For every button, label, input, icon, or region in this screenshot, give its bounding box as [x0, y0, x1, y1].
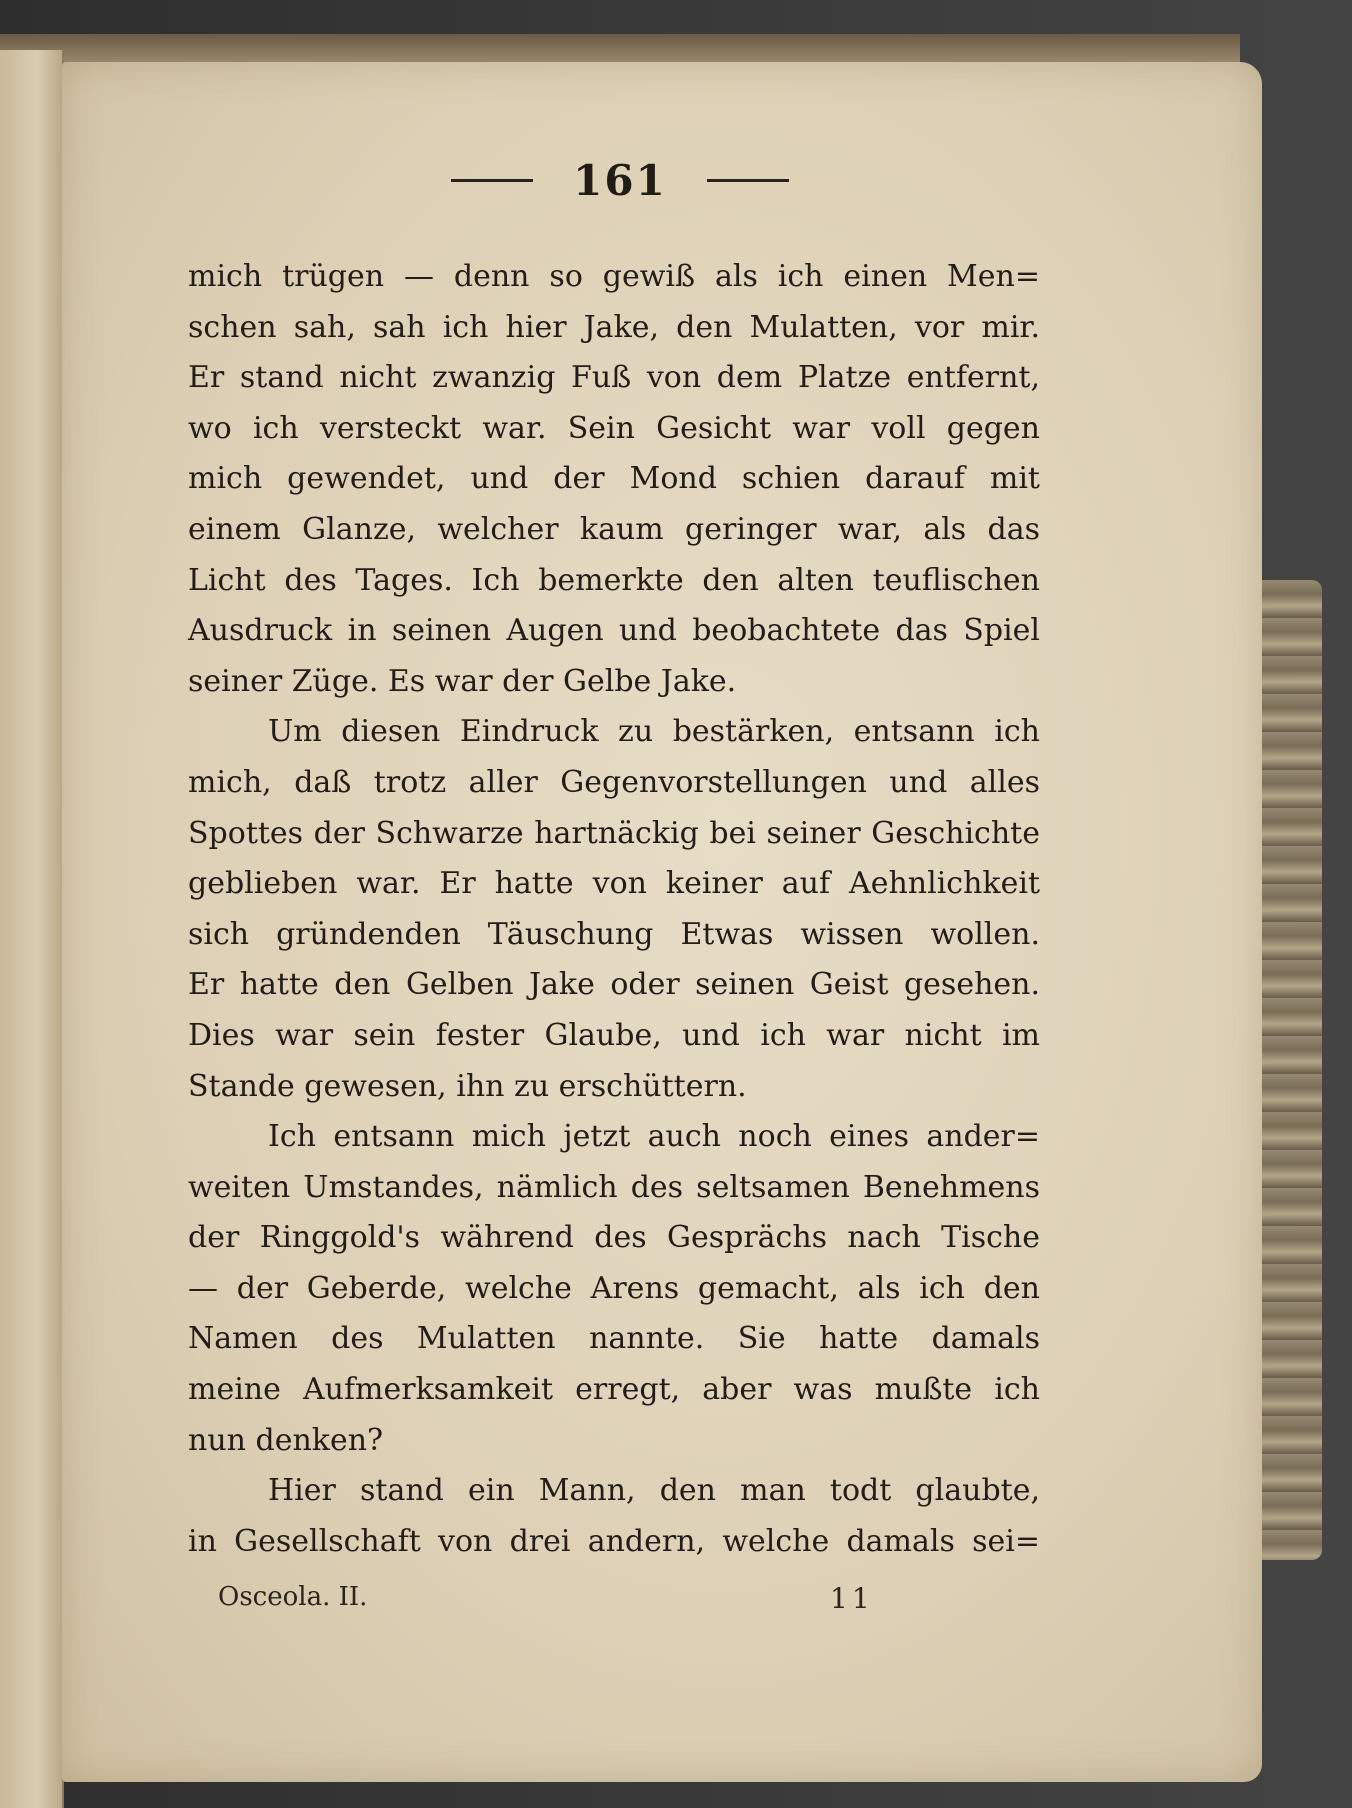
text-line: schen sah, sah ich hier Jake, den Mulatten, vor mir.: [188, 309, 1040, 345]
text-line: mich, daß trotz aller Gegenvorstellungen und alles: [188, 764, 1040, 800]
text-line: geblieben war. Er hatte von keiner auf Aehnlichkeit: [188, 866, 1040, 902]
page-footer: [218, 1582, 878, 1622]
text-line: seiner Züge. Es war der Gelbe Jake.: [188, 663, 737, 699]
text-line: weiten Umstandes, nämlich des seltsamen Benehmens: [188, 1169, 1040, 1205]
text-line: mich gewendet, und der Mond schien darauf mit: [188, 461, 1040, 497]
text-line: Um diesen Eindruck zu bestärken, entsann ich: [268, 714, 1040, 750]
text-line: Licht des Tages. Ich bemerkte den alten teuflischen: [188, 562, 1040, 598]
text-line: in Gesellschaft von drei andern, welche damals sei=: [188, 1523, 1040, 1559]
text-line: einem Glanze, welcher kaum geringer war, als das: [188, 511, 1040, 547]
header-rule-right: [707, 179, 789, 182]
text-line: Er stand nicht zwanzig Fuß von dem Platze entfernt,: [188, 360, 1040, 396]
header-rule-left: [451, 179, 533, 182]
text-line: Stande gewesen, ihn zu erschüttern.: [188, 1068, 747, 1104]
text-line: Er hatte den Gelben Jake oder seinen Geist gesehen.: [188, 967, 1040, 1003]
text-line: Namen des Mulatten nannte. Sie hatte damals: [188, 1321, 1040, 1357]
text-line: meine Aufmerksamkeit erregt, aber was mußte ich: [188, 1372, 1040, 1408]
signature-mark: Osceola. II.: [218, 1582, 368, 1612]
text-line: sich gründenden Täuschung Etwas wissen wollen.: [188, 916, 1040, 952]
body-text: [188, 252, 1040, 1567]
text-line: der Ringgold's während des Gesprächs nach Tische: [188, 1220, 1040, 1256]
text-line: Dies war sein fester Glaube, und ich war nicht im: [188, 1017, 1040, 1053]
text-line: mich trügen — denn so gewiß als ich einen Men=: [188, 259, 1040, 294]
page-header: [440, 150, 800, 210]
page-number: 161: [573, 155, 667, 205]
sheet-number: 11: [830, 1582, 874, 1615]
text-line: Spottes der Schwarze hartnäckig bei seiner Geschichte: [188, 815, 1040, 851]
text-line: Ausdruck in seinen Augen und beobachtete das Spiel: [188, 613, 1040, 649]
text-line: Hier stand ein Mann, den man todt glaubte,: [268, 1473, 1040, 1509]
facing-page-edge: [0, 50, 64, 1808]
text-line: Ich entsann mich jetzt auch noch eines ander=: [268, 1119, 1040, 1155]
text-line: wo ich versteckt war. Sein Gesicht war voll gegen: [188, 410, 1040, 446]
book-spine-edge: [1252, 580, 1322, 1560]
text-line: — der Geberde, welche Arens gemacht, als ich den: [188, 1270, 1040, 1306]
text-line: nun denken?: [188, 1422, 384, 1458]
binding-top-edge: [0, 34, 1240, 64]
